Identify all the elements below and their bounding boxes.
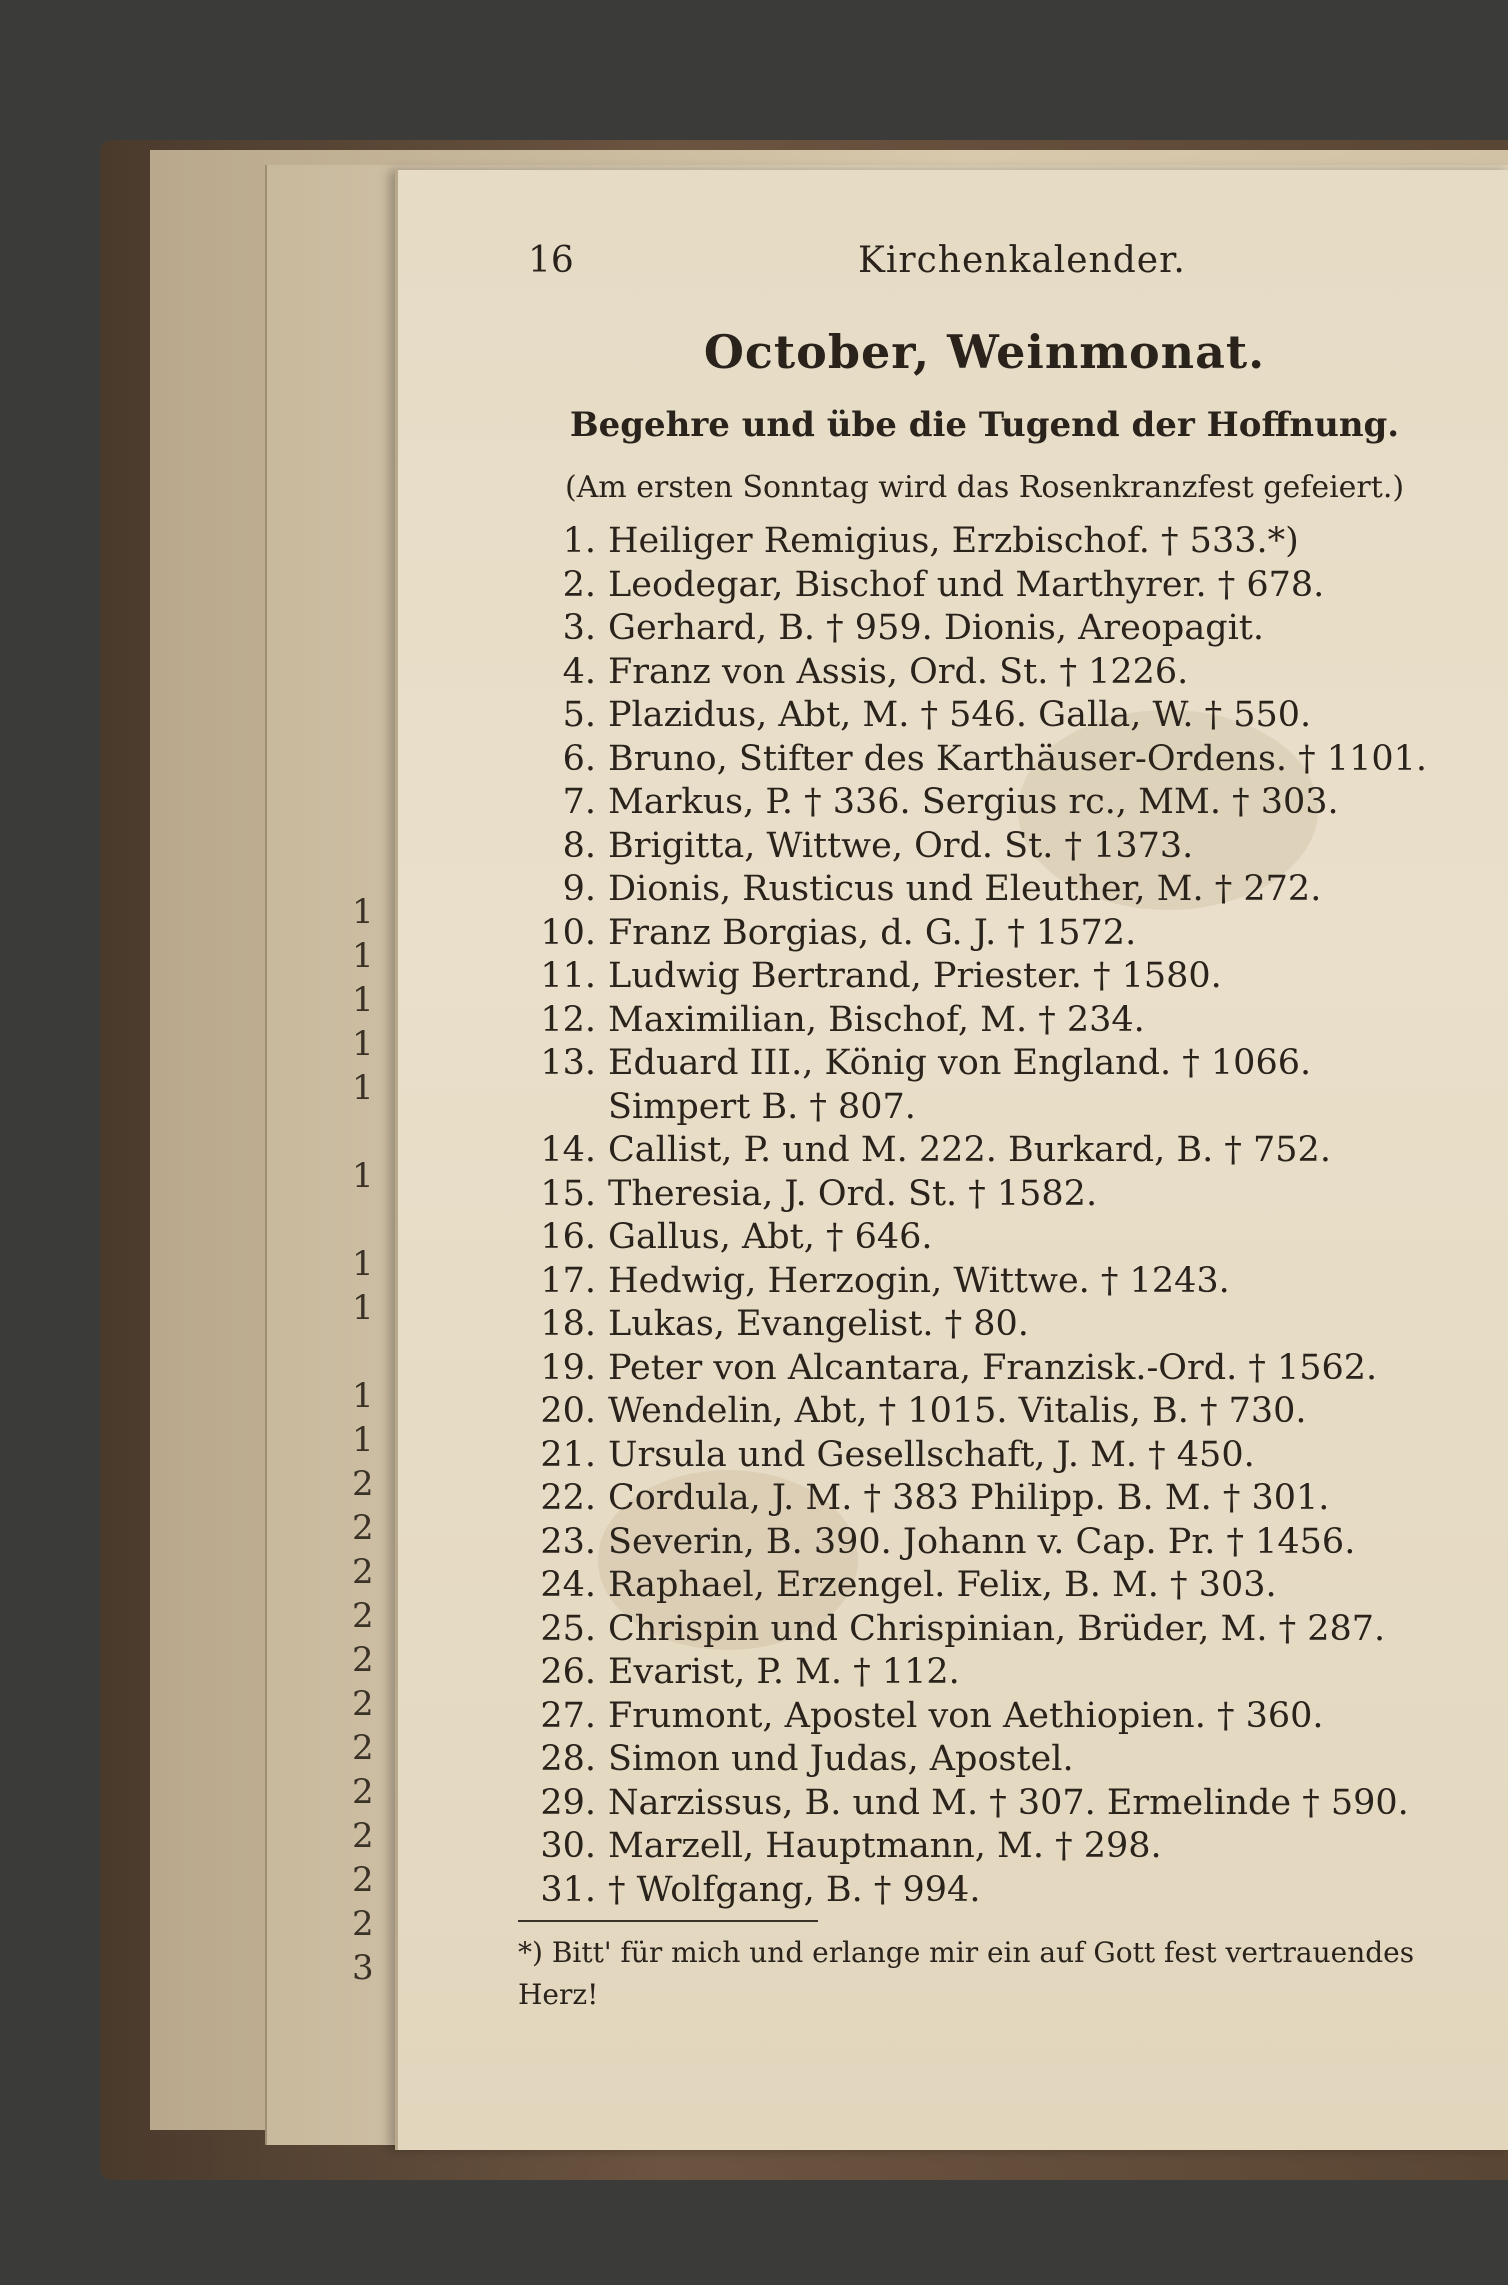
- day-number: [518, 1086, 608, 1130]
- list-item: [518, 912, 1478, 956]
- day-number: 20.: [540, 1391, 596, 1431]
- calendar-page: [395, 170, 1508, 2150]
- day-number: 21.: [540, 1434, 596, 1475]
- edge-digit: 1: [352, 892, 374, 932]
- day-number: 9.: [562, 869, 596, 909]
- edge-digit: 1: [352, 1068, 374, 1108]
- saint-entry: Gerhard, B. † 959. Dionis, Areopagit.: [608, 608, 1264, 648]
- saint-entry: Brigitta, Wittwe, Ord. St. † 1373.: [608, 825, 1194, 866]
- saint-entry: Chrispin und Chrispinian, Brüder, M. † 287.: [608, 1608, 1386, 1649]
- saint-entry: Plazidus, Abt, M. † 546. Galla, W. † 550.: [608, 695, 1312, 735]
- day-number: 1.: [562, 521, 596, 561]
- list-item: [518, 955, 1478, 999]
- edge-digit: 2: [352, 1816, 374, 1856]
- saint-entry: Heiliger Remigius, Erzbischof. † 533.*): [608, 521, 1299, 561]
- list-item: [518, 1086, 1478, 1130]
- day-number: 14.: [540, 1130, 596, 1170]
- saint-entry: Peter von Alcantara, Franzisk.-Ord. † 1562.: [608, 1347, 1378, 1388]
- day-number: 6.: [562, 738, 596, 779]
- page-number: 16: [528, 240, 574, 281]
- day-number: 27.: [540, 1695, 596, 1736]
- list-item: [518, 1477, 1478, 1521]
- edge-digit: 1: [352, 1244, 374, 1284]
- edge-digit: [352, 1198, 382, 1242]
- list-item: [518, 1608, 1478, 1652]
- list-item: [518, 781, 1478, 825]
- edge-digit: 3: [352, 1948, 374, 1988]
- edge-digit: [352, 1110, 382, 1154]
- list-item: [518, 651, 1478, 695]
- day-number: 17.: [540, 1260, 596, 1301]
- saint-entry: Severin, B. 390. Johann v. Cap. Pr. † 1456.: [608, 1521, 1356, 1562]
- day-number: 2.: [562, 564, 596, 605]
- saint-entry: Bruno, Stifter des Karthäuser-Ordens. † 1101.: [608, 738, 1427, 779]
- edge-digit: 1: [352, 1376, 374, 1416]
- edge-digit: 1: [352, 1024, 374, 1064]
- day-number: 12.: [540, 999, 596, 1040]
- saint-entry: Evarist, P. M. † 112.: [608, 1652, 960, 1692]
- day-number: 15.: [540, 1173, 596, 1214]
- list-item: [518, 1390, 1478, 1434]
- list-item: [518, 1216, 1478, 1260]
- list-item: [518, 1738, 1478, 1782]
- list-item: [518, 868, 1478, 912]
- list-item: [518, 1521, 1478, 1565]
- saint-entry: Marzell, Hauptmann, M. † 298.: [608, 1826, 1162, 1866]
- day-number: 10.: [540, 912, 596, 953]
- day-number: 28.: [540, 1739, 596, 1779]
- day-number: 16.: [540, 1217, 596, 1257]
- day-number: 22.: [540, 1478, 596, 1518]
- saint-entry: Callist, P. und M. 222. Burkard, B. † 752.: [608, 1130, 1331, 1170]
- list-item: [518, 607, 1478, 651]
- saint-entry: Raphael, Erzengel. Felix, B. M. † 303.: [608, 1565, 1277, 1605]
- saint-entry: Leodegar, Bischof und Marthyrer. † 678.: [608, 564, 1325, 605]
- saint-entry: Hedwig, Herzogin, Wittwe. † 1243.: [608, 1260, 1230, 1301]
- edge-digit: 2: [352, 1772, 374, 1812]
- list-item: [518, 1434, 1478, 1478]
- saint-entry: Maximilian, Bischof, M. † 234.: [608, 999, 1145, 1040]
- saint-entry: Eduard III., König von England. † 1066.: [608, 1043, 1312, 1083]
- list-item: [518, 1042, 1478, 1086]
- edge-digit: 2: [352, 1684, 374, 1724]
- month-title: October, Weinmonat.: [703, 325, 1266, 379]
- day-number: 7.: [562, 782, 596, 822]
- list-item: [518, 1825, 1478, 1869]
- edge-digit: [352, 1330, 382, 1374]
- day-number: 8.: [562, 825, 596, 866]
- saint-entry: Narzissus, B. und M. † 307. Ermelinde † 590.: [608, 1782, 1409, 1823]
- running-head: [398, 240, 1508, 290]
- saint-entry: Markus, P. † 336. Sergius rc., MM. † 303.: [608, 782, 1339, 822]
- list-item: [518, 1564, 1478, 1608]
- day-number: 30.: [540, 1826, 596, 1866]
- list-item: [518, 694, 1478, 738]
- saint-entry: Gallus, Abt, † 646.: [608, 1217, 933, 1257]
- saint-entry: Wendelin, Abt, † 1015. Vitalis, B. † 730.: [608, 1391, 1307, 1431]
- list-item: [518, 1260, 1478, 1304]
- saint-entry: Cordula, J. M. † 383 Philipp. B. M. † 301.: [608, 1478, 1330, 1518]
- list-item: [518, 1869, 1478, 1913]
- day-number: 19.: [540, 1347, 596, 1388]
- saint-entry: Theresia, J. Ord. St. † 1582.: [608, 1173, 1098, 1214]
- day-number: 13.: [540, 1043, 596, 1083]
- motto: Begehre und übe die Tugend der Hoffnung.: [569, 405, 1400, 445]
- day-number: 18.: [540, 1304, 596, 1344]
- list-item: [518, 564, 1478, 608]
- day-number: 11.: [540, 956, 596, 996]
- day-number: 23.: [540, 1521, 596, 1562]
- saint-entry: Simon und Judas, Apostel.: [608, 1739, 1074, 1779]
- day-number: 31.: [540, 1869, 596, 1910]
- day-number: 25.: [540, 1608, 596, 1649]
- saint-entry: Franz Borgias, d. G. J. † 1572.: [608, 912, 1137, 953]
- running-title: Kirchenkalender.: [858, 240, 1186, 281]
- footnote-rule: [518, 1920, 818, 1922]
- day-number: 24.: [540, 1565, 596, 1605]
- list-item: [518, 1129, 1478, 1173]
- saint-entry: Frumont, Apostel von Aethiopien. † 360.: [608, 1695, 1324, 1736]
- list-item: [518, 825, 1478, 869]
- edge-digit: 1: [352, 936, 374, 976]
- edge-digit: 2: [352, 1552, 374, 1592]
- list-item: [518, 1782, 1478, 1826]
- saint-entry: † Wolfgang, B. † 994.: [608, 1869, 981, 1910]
- edge-digit: 2: [352, 1596, 374, 1636]
- edge-digit: 2: [352, 1904, 374, 1944]
- saints-list: [518, 520, 1478, 1912]
- saint-entry: Franz von Assis, Ord. St. † 1226.: [608, 651, 1189, 692]
- edge-digit: 1: [352, 1420, 374, 1460]
- day-number: 4.: [562, 651, 596, 692]
- list-item: [518, 1651, 1478, 1695]
- day-number: 29.: [540, 1782, 596, 1823]
- footnote: *) Bitt' für mich und erlange mir ein auf Gott fest vertrauendes Herz!: [518, 1936, 1415, 2011]
- saint-entry: Ludwig Bertrand, Priester. † 1580.: [608, 956, 1222, 996]
- edge-digit: 2: [352, 1860, 374, 1900]
- edge-digit: 2: [352, 1464, 374, 1504]
- edge-digit: 1: [352, 980, 374, 1020]
- list-item: [518, 999, 1478, 1043]
- saint-entry: Ursula und Gesellschaft, J. M. † 450.: [608, 1434, 1255, 1475]
- list-item: [518, 1695, 1478, 1739]
- day-number: 5.: [562, 695, 596, 735]
- list-item: [518, 1347, 1478, 1391]
- list-item: [518, 1173, 1478, 1217]
- saint-entry: Simpert B. † 807.: [608, 1086, 916, 1127]
- saint-entry: Dionis, Rusticus und Eleuther, M. † 272.: [608, 869, 1322, 909]
- edge-digit: 2: [352, 1508, 374, 1548]
- edge-digit: 2: [352, 1640, 374, 1680]
- previous-page-edge-digits: [352, 890, 382, 1990]
- feast-note: (Am ersten Sonntag wird das Rosenkranzfest gefeiert.): [564, 470, 1405, 505]
- saint-entry: Lukas, Evangelist. † 80.: [608, 1304, 1029, 1344]
- day-number: 3.: [562, 608, 596, 648]
- day-number: 26.: [540, 1652, 596, 1692]
- edge-digit: 1: [352, 1156, 374, 1196]
- list-item: [518, 520, 1478, 564]
- list-item: [518, 1303, 1478, 1347]
- edge-digit: 2: [352, 1728, 374, 1768]
- list-item: [518, 738, 1478, 782]
- edge-digit: 1: [352, 1288, 374, 1328]
